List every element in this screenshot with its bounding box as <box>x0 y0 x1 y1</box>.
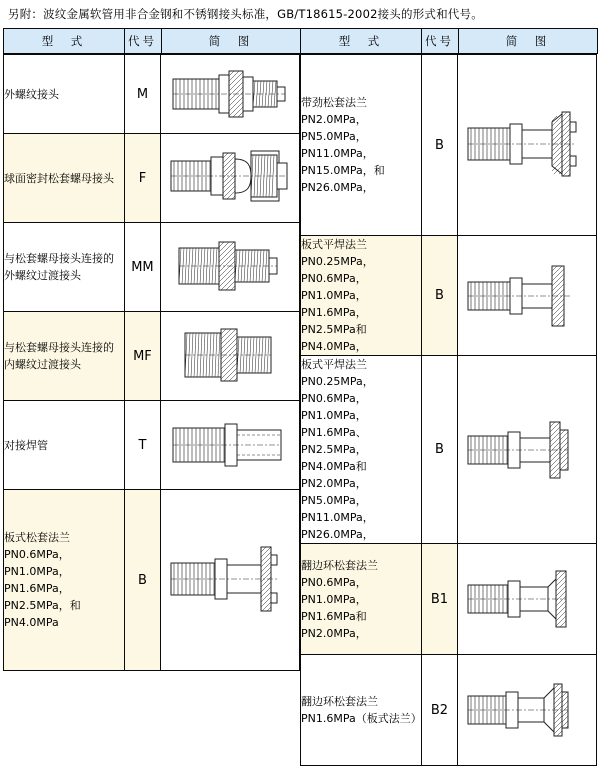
cell-code: B <box>421 356 457 544</box>
female-transition-connector-icon <box>161 315 299 397</box>
cell-code: F <box>124 134 160 223</box>
ribbed-loose-flange-icon <box>458 106 596 184</box>
cell-type: 外螺纹接头 <box>4 55 125 134</box>
table-row <box>4 312 300 401</box>
male-thread-connector-icon <box>161 57 299 131</box>
cell-figure-spherical-seal-union-nut <box>161 134 300 223</box>
table-header <box>3 29 597 54</box>
cell-figure-lap-joint-flange <box>458 544 597 655</box>
header-figure-left: 简 图 <box>161 29 300 54</box>
header-figure-right: 简 图 <box>458 29 597 54</box>
cell-type: 与松套螺母接头连接的内螺纹过渡接头 <box>4 312 125 401</box>
header-code-left: 代号 <box>124 29 161 54</box>
male-transition-connector-icon <box>161 226 299 308</box>
lap-joint-flange-2-icon <box>458 672 596 748</box>
table-row <box>301 544 597 655</box>
cell-type: 板式松套法兰 PN0.6MPa，PN1.0MPa，PN1.6MPa，PN2.5MPa，和PN4.0MPa <box>4 490 125 671</box>
connector-standards-table <box>3 28 598 766</box>
table-row <box>301 55 597 236</box>
table-row <box>4 401 300 490</box>
table-row <box>301 236 597 356</box>
cell-code: B2 <box>421 655 457 766</box>
cell-figure-male-transition-connector <box>161 223 300 312</box>
header-type-right: 型 式 <box>300 29 421 54</box>
cell-code: B1 <box>421 544 457 655</box>
cell-figure-male-thread-connector <box>161 55 300 134</box>
cell-code: T <box>124 401 160 490</box>
cell-code: MF <box>124 312 160 401</box>
left-subtable <box>3 54 300 671</box>
cell-code: B <box>124 490 160 671</box>
cell-code: MM <box>124 223 160 312</box>
cell-type: 对接焊管 <box>4 401 125 490</box>
page-caption: 另附：波纹金属软管用非合金钢和不锈钢接头标准，GB/T18615-2002接头的形式和代号。 <box>8 7 483 21</box>
cell-type: 翻边环松套法兰 PN1.6MPa（板式法兰） <box>301 655 422 766</box>
cell-figure-plate-welding-flange-2 <box>458 356 597 544</box>
table-row <box>301 655 597 766</box>
right-subtable <box>300 54 597 766</box>
plate-loose-flange-icon <box>161 541 299 619</box>
header-type-left: 型 式 <box>3 29 124 54</box>
table-row <box>4 55 300 134</box>
cell-type: 球面密封松套螺母接头 <box>4 134 125 223</box>
cell-type: 翻边环松套法兰 PN0.6MPa，PN1.0MPa，PN1.6MPa和PN2.0MPa， <box>301 544 422 655</box>
table-row <box>4 134 300 223</box>
table-body <box>3 54 597 767</box>
cell-code: B <box>421 55 457 236</box>
table-row <box>4 490 300 671</box>
cell-type: 板式平焊法兰 PN0.25MPa，PN0.6MPa，PN1.0MPa，PN1.6MPa，PN2.5MPa和PN4.0MPa， <box>301 236 422 356</box>
cell-type: 带劲松套法兰 PN2.0MPa，PN5.0MPa，PN11.0MPa，PN15.0MPa，和PN26.0MPa， <box>301 55 422 236</box>
left-half <box>3 54 300 767</box>
cell-figure-butt-weld-pipe <box>161 401 300 490</box>
cell-type: 与松套螺母接头连接的外螺纹过渡接头 <box>4 223 125 312</box>
cell-figure-female-transition-connector <box>161 312 300 401</box>
cell-figure-lap-joint-flange-2 <box>458 655 597 766</box>
spherical-seal-union-nut-icon <box>161 137 299 219</box>
right-half <box>300 54 597 767</box>
cell-code: B <box>421 236 457 356</box>
table-row <box>301 356 597 544</box>
cell-type: 板式平焊法兰 PN0.25MPa，PN0.6MPa，PN1.0MPa，PN1.6MPa、PN2.5MPa，PN4.0MPa和PN2.0MPa，PN5.0MPa，PN11.0MPa，PN26.0MPa， <box>301 356 422 544</box>
cell-figure-plate-loose-flange <box>161 490 300 671</box>
cell-figure-plate-welding-flange <box>458 236 597 356</box>
plate-welding-flange-icon <box>458 258 596 334</box>
table-row <box>4 223 300 312</box>
cell-figure-ribbed-loose-flange <box>458 55 597 236</box>
butt-weld-pipe-icon <box>161 408 299 482</box>
header-code-right: 代号 <box>421 29 458 54</box>
cell-code: M <box>124 55 160 134</box>
plate-welding-flange-2-icon <box>458 412 596 488</box>
lap-joint-flange-icon <box>458 561 596 637</box>
